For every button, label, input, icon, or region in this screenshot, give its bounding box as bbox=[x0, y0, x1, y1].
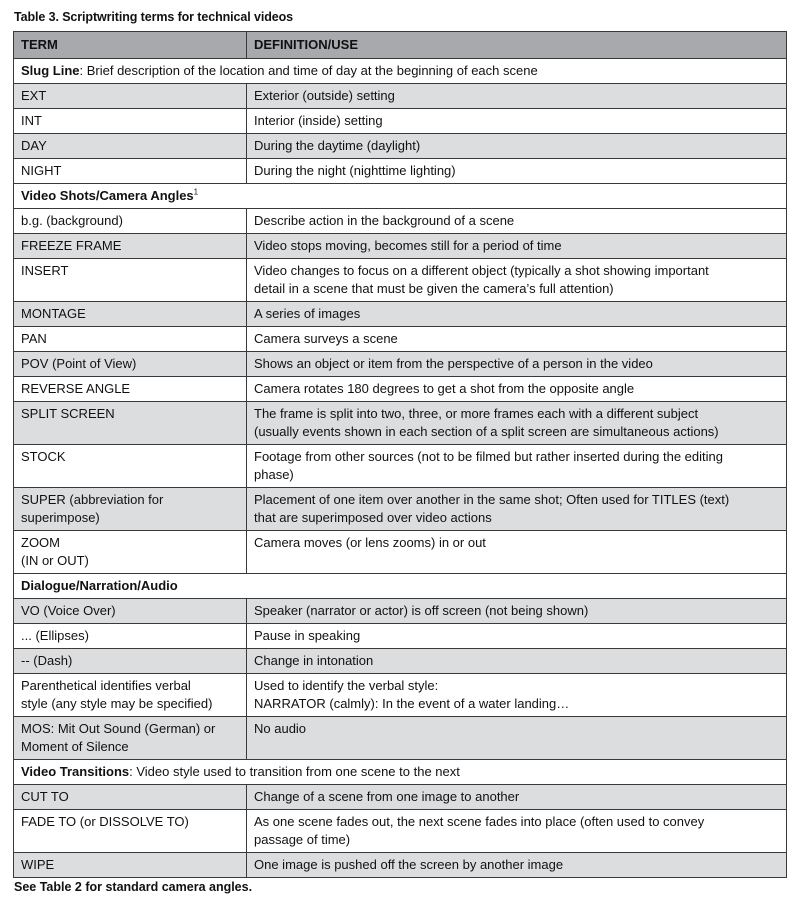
section-description: : Brief description of the location and time of day at the beginning of each scene bbox=[79, 63, 538, 78]
term-line: ZOOM bbox=[21, 535, 60, 550]
footnote-marker: 1 bbox=[193, 187, 199, 197]
table-row bbox=[14, 327, 787, 352]
term-line: Moment of Silence bbox=[21, 739, 129, 754]
definition-cell: Exterior (outside) setting bbox=[247, 84, 787, 109]
term-cell: SPLIT SCREEN bbox=[14, 402, 247, 445]
definition-cell: No audio bbox=[247, 717, 787, 760]
table-row bbox=[14, 109, 787, 134]
term-cell bbox=[14, 717, 247, 760]
definition-line: Used to identify the verbal style: bbox=[254, 678, 439, 693]
term-cell: POV (Point of View) bbox=[14, 352, 247, 377]
definition-line: NARRATOR (calmly): In the event of a water landing… bbox=[254, 696, 570, 711]
term-line: style (any style may be specified) bbox=[21, 696, 213, 711]
term-cell: STOCK bbox=[14, 445, 247, 488]
definition-cell: Camera surveys a scene bbox=[247, 327, 787, 352]
definition-line: detail in a scene that must be given the camera’s full attention) bbox=[254, 281, 614, 296]
term-cell bbox=[14, 488, 247, 531]
definition-cell: Shows an object or item from the perspective of a person in the video bbox=[247, 352, 787, 377]
table-row bbox=[14, 259, 787, 302]
term-line: MOS: Mit Out Sound (German) or bbox=[21, 721, 216, 736]
section-cell bbox=[14, 59, 787, 84]
definition-cell: During the night (nighttime lighting) bbox=[247, 159, 787, 184]
term-cell: FREEZE FRAME bbox=[14, 234, 247, 259]
table-row bbox=[14, 649, 787, 674]
definition-cell: Video stops moving, becomes still for a period of time bbox=[247, 234, 787, 259]
table-row bbox=[14, 853, 787, 878]
table-row bbox=[14, 84, 787, 109]
section-row-video-transitions bbox=[14, 760, 787, 785]
section-title: Video Shots/Camera Angles bbox=[21, 188, 194, 203]
header-definition: DEFINITION/USE bbox=[247, 32, 787, 59]
table-row bbox=[14, 352, 787, 377]
term-cell: b.g. (background) bbox=[14, 209, 247, 234]
term-cell bbox=[14, 674, 247, 717]
term-cell: MONTAGE bbox=[14, 302, 247, 327]
term-cell: INT bbox=[14, 109, 247, 134]
table-row bbox=[14, 234, 787, 259]
table-row bbox=[14, 209, 787, 234]
definition-cell: Camera rotates 180 degrees to get a shot from the opposite angle bbox=[247, 377, 787, 402]
section-cell bbox=[14, 574, 787, 599]
definition-cell: During the daytime (daylight) bbox=[247, 134, 787, 159]
term-cell: INSERT bbox=[14, 259, 247, 302]
definition-cell bbox=[247, 259, 787, 302]
definition-cell: Speaker (narrator or actor) is off screen (not being shown) bbox=[247, 599, 787, 624]
term-cell: FADE TO (or DISSOLVE TO) bbox=[14, 810, 247, 853]
term-cell: REVERSE ANGLE bbox=[14, 377, 247, 402]
definition-line: Footage from other sources (not to be filmed but rather inserted during the editing bbox=[254, 449, 723, 464]
definition-cell bbox=[247, 402, 787, 445]
definition-cell: Describe action in the background of a scene bbox=[247, 209, 787, 234]
definition-line: that are superimposed over video actions bbox=[254, 510, 492, 525]
section-description: : Video style used to transition from one scene to the next bbox=[129, 764, 460, 779]
definition-cell: Interior (inside) setting bbox=[247, 109, 787, 134]
section-row-dialogue bbox=[14, 574, 787, 599]
section-title: Video Transitions bbox=[21, 764, 130, 779]
table-row bbox=[14, 531, 787, 574]
section-cell bbox=[14, 184, 787, 209]
table-row bbox=[14, 674, 787, 717]
term-cell: PAN bbox=[14, 327, 247, 352]
table-row bbox=[14, 445, 787, 488]
term-line: SUPER (abbreviation for bbox=[21, 492, 164, 507]
table-row bbox=[14, 377, 787, 402]
term-cell: CUT TO bbox=[14, 785, 247, 810]
term-cell: DAY bbox=[14, 134, 247, 159]
table-row bbox=[14, 717, 787, 760]
table-row bbox=[14, 159, 787, 184]
table-row bbox=[14, 785, 787, 810]
section-row-video-shots bbox=[14, 184, 787, 209]
definition-line: passage of time) bbox=[254, 832, 351, 847]
term-cell bbox=[14, 531, 247, 574]
definition-cell bbox=[247, 674, 787, 717]
table-row bbox=[14, 599, 787, 624]
definition-line: The frame is split into two, three, or more frames each with a different subject bbox=[254, 406, 699, 421]
definition-cell: One image is pushed off the screen by another image bbox=[247, 853, 787, 878]
scriptwriting-terms-table bbox=[13, 31, 787, 878]
definition-cell: A series of images bbox=[247, 302, 787, 327]
table-row bbox=[14, 402, 787, 445]
term-cell: NIGHT bbox=[14, 159, 247, 184]
section-cell bbox=[14, 760, 787, 785]
term-cell: -- (Dash) bbox=[14, 649, 247, 674]
section-row-slug-line bbox=[14, 59, 787, 84]
table-row bbox=[14, 488, 787, 531]
table-footnote: See Table 2 for standard camera angles. bbox=[14, 880, 253, 894]
definition-line: (usually events shown in each section of a split screen are simultaneous actions) bbox=[254, 424, 719, 439]
table-row bbox=[14, 134, 787, 159]
term-line: superimpose) bbox=[21, 510, 100, 525]
definition-line: As one scene fades out, the next scene fades into place (often used to convey bbox=[254, 814, 705, 829]
table-row bbox=[14, 810, 787, 853]
definition-cell: Pause in speaking bbox=[247, 624, 787, 649]
term-cell: EXT bbox=[14, 84, 247, 109]
table-row bbox=[14, 624, 787, 649]
definition-cell bbox=[247, 488, 787, 531]
definition-cell: Camera moves (or lens zooms) in or out bbox=[247, 531, 787, 574]
table-header-row bbox=[14, 32, 787, 59]
term-line: (IN or OUT) bbox=[21, 553, 89, 568]
term-cell: VO (Voice Over) bbox=[14, 599, 247, 624]
definition-line: phase) bbox=[254, 467, 294, 482]
table-row bbox=[14, 302, 787, 327]
definition-cell: Change in intonation bbox=[247, 649, 787, 674]
definition-cell bbox=[247, 445, 787, 488]
table-caption: Table 3. Scriptwriting terms for technical videos bbox=[14, 10, 293, 24]
definition-line: Placement of one item over another in the same shot; Often used for TITLES (text) bbox=[254, 492, 730, 507]
term-line: Parenthetical identifies verbal bbox=[21, 678, 191, 693]
definition-line: Video changes to focus on a different object (typically a shot showing important bbox=[254, 263, 709, 278]
definition-cell: Change of a scene from one image to another bbox=[247, 785, 787, 810]
header-term: TERM bbox=[14, 32, 247, 59]
definition-cell bbox=[247, 810, 787, 853]
term-cell: WIPE bbox=[14, 853, 247, 878]
section-title: Dialogue/Narration/Audio bbox=[21, 578, 178, 593]
section-title: Slug Line bbox=[21, 63, 80, 78]
term-cell: ... (Ellipses) bbox=[14, 624, 247, 649]
